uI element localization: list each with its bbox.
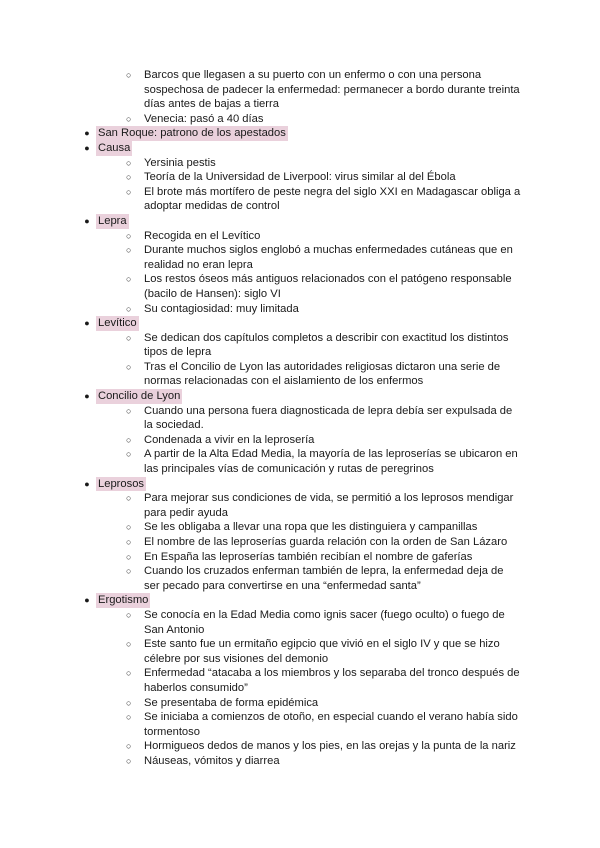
- sub-bullet-item: [82, 637, 522, 666]
- item-text: Tras el Concilio de Lyon las autoridades religiosas dictaron una serie de normas relacionadas con el aislamiento de los enfermos: [144, 360, 501, 388]
- item-text: Enfermedad “atacaba a los miembros y los separaba del tronco después de haberlos consumido”: [144, 667, 520, 694]
- hollow-bullet-icon: ○: [126, 609, 132, 620]
- sub-bullet-item: [82, 68, 522, 112]
- item-text: Se iniciaba a comienzos de otoño, en especial cuando el verano había sido tormentoso: [144, 711, 518, 738]
- filled-bullet-icon: ●: [84, 478, 90, 489]
- item-text: Se presentaba de forma epidémica: [144, 696, 319, 709]
- hollow-bullet-icon: ○: [126, 405, 132, 416]
- section-heading-item: [82, 593, 522, 608]
- hollow-bullet-icon: ○: [126, 230, 132, 241]
- bullet-list: [82, 68, 522, 769]
- hollow-bullet-icon: ○: [126, 172, 132, 183]
- item-text: Este santo fue un ermitaño egipcio que vivió en el siglo IV y que se hizo célebre por sus visiones del demonio: [144, 638, 500, 665]
- hollow-bullet-icon: ○: [126, 551, 132, 562]
- sub-bullet-item: [82, 433, 522, 448]
- sub-bullet-item: [82, 535, 522, 550]
- sub-bullet-item: [82, 170, 522, 185]
- section-heading-item: [82, 214, 522, 229]
- section-heading-item: [82, 316, 522, 331]
- hollow-bullet-icon: ○: [126, 537, 132, 547]
- sub-bullet-item: [82, 710, 522, 739]
- sub-bullet-item: [82, 331, 522, 360]
- item-text: El nombre de las leproserías guarda relación con la orden de San Lázaro: [144, 536, 508, 548]
- item-text: El brote más mortífero de peste negra del siglo XXI en Madagascar obliga a adoptar medidas de control: [144, 185, 521, 213]
- item-text: Cuando una persona fuera diagnosticada de lepra debía ser expulsada de la sociedad.: [144, 404, 513, 432]
- sub-bullet-item: [82, 666, 522, 695]
- hollow-bullet-icon: ○: [126, 755, 132, 766]
- section-heading-item: [82, 126, 522, 141]
- heading-text: San Roque: patrono de los apestados: [98, 127, 286, 140]
- hollow-bullet-icon: ○: [126, 274, 132, 285]
- hollow-bullet-icon: ○: [126, 70, 132, 80]
- filled-bullet-icon: ●: [84, 318, 90, 329]
- hollow-bullet-icon: ○: [126, 113, 132, 124]
- sub-bullet-item: [82, 754, 522, 769]
- sub-bullet-item: [82, 564, 522, 593]
- filled-bullet-icon: ●: [84, 128, 90, 139]
- hollow-bullet-icon: ○: [126, 449, 132, 460]
- item-text: Yersinia pestis: [144, 156, 216, 169]
- hollow-bullet-icon: ○: [126, 332, 132, 343]
- sub-bullet-item: [82, 696, 522, 711]
- filled-bullet-icon: ●: [84, 142, 90, 153]
- sub-bullet-item: [82, 550, 522, 565]
- item-text: Barcos que llegasen a su puerto con un enfermo o con una persona sospechosa de padecer la enfermedad: permanecer a bordo durante treinta días antes de bajas a tierra: [144, 69, 520, 111]
- hollow-bullet-icon: ○: [126, 697, 132, 708]
- filled-bullet-icon: ●: [84, 215, 90, 226]
- sub-bullet-item: [82, 404, 522, 433]
- item-text: En España las leproserías también recibían el nombre de gaferías: [144, 550, 473, 563]
- sub-bullet-item: [82, 302, 522, 317]
- sub-bullet-item: [82, 491, 522, 520]
- section-heading-item: [82, 141, 522, 156]
- heading-text: Leprosos: [98, 477, 145, 490]
- hollow-bullet-icon: ○: [126, 186, 132, 197]
- item-text: Su contagiosidad: muy limitada: [144, 302, 299, 315]
- hollow-bullet-icon: ○: [126, 245, 132, 256]
- heading-text: Levítico: [98, 317, 137, 330]
- item-text: Teoría de la Universidad de Liverpool: virus similar al del Ébola: [144, 171, 456, 184]
- hollow-bullet-icon: ○: [126, 303, 132, 314]
- hollow-bullet-icon: ○: [126, 493, 132, 504]
- hollow-bullet-icon: ○: [126, 712, 132, 723]
- hollow-bullet-icon: ○: [126, 434, 132, 445]
- sub-bullet-item: [82, 229, 522, 244]
- section-heading-item: [82, 389, 522, 404]
- item-text: A partir de la Alta Edad Media, la mayoría de las leproserías se ubicaron en las principales vías de comunicación y rutas de peregrinos: [144, 448, 518, 476]
- heading-text: Lepra: [98, 214, 127, 227]
- hollow-bullet-icon: ○: [126, 668, 132, 679]
- item-text: Hormigueos dedos de manos y los pies, en las orejas y la punta de la nariz: [144, 740, 516, 753]
- sub-bullet-item: [82, 156, 522, 171]
- item-text: Venecia: pasó a 40 días: [144, 112, 264, 125]
- item-text: Se les obligaba a llevar una ropa que les distinguiera y campanillas: [144, 521, 478, 534]
- hollow-bullet-icon: ○: [126, 639, 132, 650]
- sub-bullet-item: [82, 360, 522, 389]
- sub-bullet-item: [82, 739, 522, 754]
- item-text: Los restos óseos más antiguos relacionados con el patógeno responsable (bacilo de Hansen): siglo VI: [144, 273, 512, 300]
- item-text: Durante muchos siglos englobó a muchas enfermedades cutáneas que en realidad no eran lepra: [144, 244, 513, 271]
- section-heading-item: [82, 477, 522, 492]
- heading-text: Causa: [98, 141, 131, 154]
- item-text: Recogida en el Levítico: [144, 229, 261, 242]
- hollow-bullet-icon: ○: [126, 566, 132, 577]
- filled-bullet-icon: ●: [84, 595, 90, 606]
- hollow-bullet-icon: ○: [126, 361, 132, 372]
- item-text: Se conocía en la Edad Media como ignis sacer (fuego oculto) o fuego de San Antonio: [144, 608, 505, 636]
- item-text: Náuseas, vómitos y diarrea: [144, 754, 280, 767]
- item-text: Para mejorar sus condiciones de vida, se permitió a los leprosos mendigar para pedir ayuda: [144, 492, 514, 519]
- sub-bullet-item: [82, 447, 522, 476]
- filled-bullet-icon: ●: [84, 391, 90, 402]
- sub-bullet-item: [82, 243, 522, 272]
- item-text: Cuando los cruzados enferman también de lepra, la enfermedad deja de ser pecado para convertirse en una “enfermedad santa”: [144, 565, 504, 592]
- hollow-bullet-icon: ○: [126, 157, 132, 168]
- sub-bullet-item: [82, 112, 522, 127]
- item-text: Se dedican dos capítulos completos a describir con exactitud los distintos tipos de lepra: [144, 331, 509, 359]
- item-text: Condenada a vivir en la leprosería: [144, 433, 315, 446]
- heading-text: Ergotismo: [98, 594, 149, 607]
- sub-bullet-item: [82, 520, 522, 535]
- sub-bullet-item: [82, 185, 522, 214]
- hollow-bullet-icon: ○: [126, 741, 132, 752]
- heading-text: Concilio de Lyon: [98, 390, 181, 403]
- sub-bullet-item: [82, 608, 522, 637]
- hollow-bullet-icon: ○: [126, 522, 132, 533]
- sub-bullet-item: [82, 272, 522, 301]
